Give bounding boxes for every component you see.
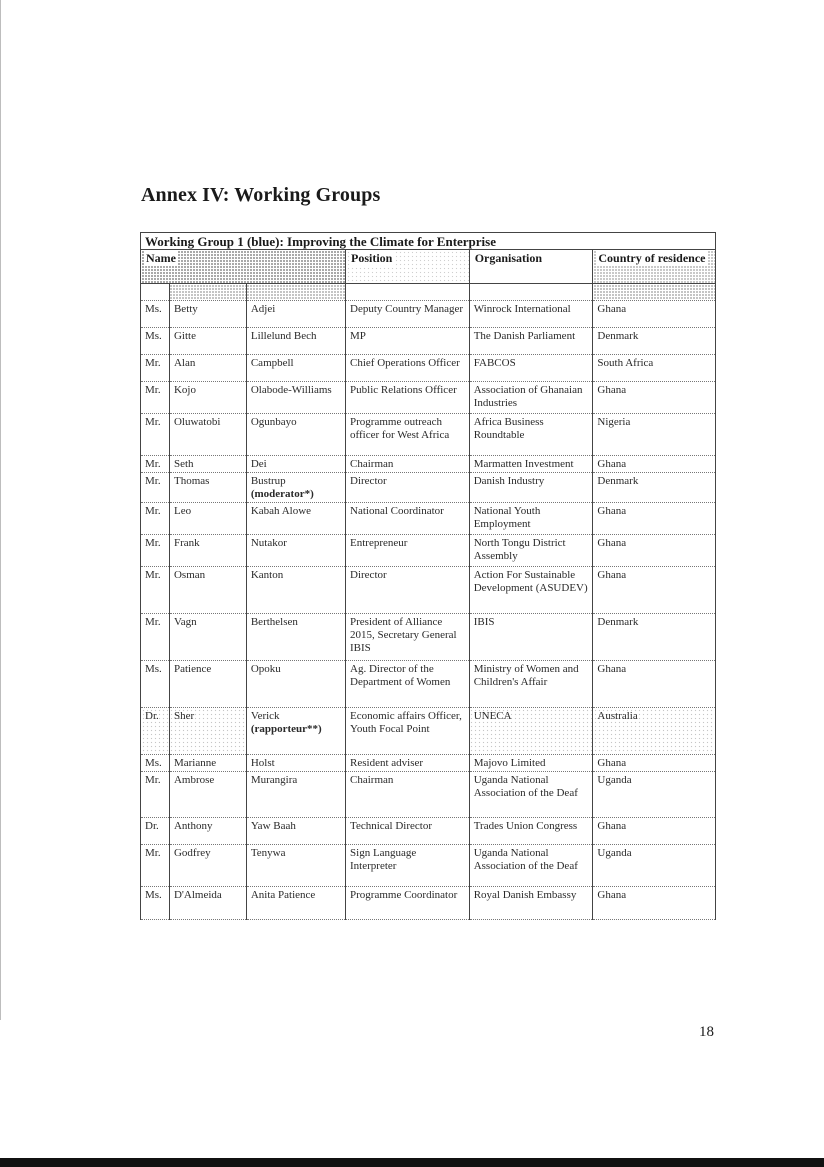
cell-first-name bbox=[169, 328, 246, 355]
cell-organisation bbox=[469, 661, 593, 708]
cell-country bbox=[593, 772, 716, 818]
role-note: (rapporteur**) bbox=[250, 723, 322, 735]
cell-last-name bbox=[246, 661, 345, 708]
cell-title bbox=[141, 772, 170, 818]
cell-last-name bbox=[246, 614, 345, 661]
cell-first-name bbox=[169, 535, 246, 567]
first-name-text: Vagn bbox=[173, 616, 197, 628]
organisation-text: Majovo Limited bbox=[473, 757, 546, 769]
page-number: 18 bbox=[699, 1024, 714, 1040]
cell-last-name bbox=[246, 456, 345, 473]
spacer-cell bbox=[169, 284, 246, 301]
last-name-text: Yaw Baah bbox=[250, 820, 296, 832]
column-header-organisation-label: Organisation bbox=[474, 251, 543, 265]
organisation-text: FABCOS bbox=[473, 357, 516, 369]
last-name-text: Verick bbox=[250, 710, 280, 722]
cell-first-name bbox=[169, 473, 246, 503]
title-text: Ms. bbox=[145, 303, 162, 315]
organisation-text: Uganda National Association of the Deaf bbox=[473, 774, 578, 799]
title-text: Mr. bbox=[145, 569, 161, 581]
table-row bbox=[141, 708, 716, 755]
title-text: Mr. bbox=[145, 384, 161, 396]
cell-title bbox=[141, 301, 170, 328]
table-row bbox=[141, 456, 716, 473]
cell-first-name bbox=[169, 414, 246, 456]
cell-organisation bbox=[469, 328, 593, 355]
organisation-text: Uganda National Association of the Deaf bbox=[473, 847, 578, 872]
spacer-cell bbox=[141, 284, 170, 301]
position-text: Resident adviser bbox=[350, 757, 424, 769]
country-text: Ghana bbox=[597, 458, 627, 470]
organisation-text: North Tongu District Assembly bbox=[473, 537, 566, 562]
position-text: Economic affairs Officer, Youth Focal Point bbox=[350, 710, 462, 735]
cell-title bbox=[141, 473, 170, 503]
first-name-text: Ambrose bbox=[173, 774, 215, 786]
column-header-position-label: Position bbox=[351, 251, 393, 265]
first-name-text: Seth bbox=[173, 458, 194, 470]
cell-country bbox=[593, 567, 716, 614]
cell-position bbox=[346, 355, 470, 382]
title-text: Mr. bbox=[145, 475, 161, 487]
cell-last-name bbox=[246, 355, 345, 382]
cell-first-name bbox=[169, 567, 246, 614]
organisation-text: IBIS bbox=[473, 616, 495, 628]
cell-position bbox=[346, 301, 470, 328]
cell-organisation bbox=[469, 456, 593, 473]
cell-position bbox=[346, 382, 470, 414]
cell-title bbox=[141, 755, 170, 772]
position-text: Public Relations Officer bbox=[350, 384, 457, 396]
cell-organisation bbox=[469, 772, 593, 818]
last-name-text: Berthelsen bbox=[250, 616, 298, 628]
first-name-text: Godfrey bbox=[173, 847, 211, 859]
cell-position bbox=[346, 845, 470, 887]
cell-country bbox=[593, 818, 716, 845]
position-text: Ag. Director of the Department of Women bbox=[350, 663, 451, 688]
cell-title bbox=[141, 614, 170, 661]
cell-organisation bbox=[469, 567, 593, 614]
position-text: Director bbox=[350, 475, 387, 487]
cell-title bbox=[141, 708, 170, 755]
first-name-text: Gitte bbox=[173, 330, 196, 342]
position-text: Programme Coordinator bbox=[350, 889, 458, 901]
cell-title bbox=[141, 382, 170, 414]
country-text: Uganda bbox=[597, 847, 632, 859]
cell-first-name bbox=[169, 301, 246, 328]
organisation-text: Danish Industry bbox=[473, 475, 545, 487]
title-text: Ms. bbox=[145, 663, 162, 675]
country-text: Ghana bbox=[597, 820, 627, 832]
working-group-table bbox=[140, 232, 716, 920]
country-text: Ghana bbox=[597, 569, 627, 581]
column-header-position bbox=[346, 250, 470, 284]
table-row bbox=[141, 328, 716, 355]
first-name-text: Alan bbox=[173, 357, 196, 369]
first-name-text: Patience bbox=[173, 663, 212, 675]
country-text: Ghana bbox=[597, 303, 627, 315]
cell-position bbox=[346, 818, 470, 845]
cell-title bbox=[141, 355, 170, 382]
title-text: Mr. bbox=[145, 847, 161, 859]
first-name-text: Thomas bbox=[173, 475, 210, 487]
organisation-text: The Danish Parliament bbox=[473, 330, 576, 342]
role-note: (moderator*) bbox=[250, 488, 314, 500]
cell-country bbox=[593, 355, 716, 382]
organisation-text: National Youth Employment bbox=[473, 505, 541, 530]
last-name-text: Adjei bbox=[250, 303, 276, 315]
cell-last-name bbox=[246, 382, 345, 414]
first-name-text: Sher bbox=[173, 710, 195, 722]
table-row bbox=[141, 772, 716, 818]
first-name-text: Kojo bbox=[173, 384, 196, 396]
cell-country bbox=[593, 301, 716, 328]
cell-country bbox=[593, 614, 716, 661]
cell-position bbox=[346, 614, 470, 661]
cell-organisation bbox=[469, 355, 593, 382]
position-text: Programme outreach officer for West Africa bbox=[350, 416, 450, 441]
title-text: Ms. bbox=[145, 757, 162, 769]
cell-title bbox=[141, 567, 170, 614]
country-text: Ghana bbox=[597, 537, 627, 549]
cell-country bbox=[593, 755, 716, 772]
table-row bbox=[141, 301, 716, 328]
cell-organisation bbox=[469, 414, 593, 456]
cell-country bbox=[593, 382, 716, 414]
last-name-text: Kabah Alowe bbox=[250, 505, 312, 517]
last-name-text: Campbell bbox=[250, 357, 294, 369]
title-text: Ms. bbox=[145, 330, 162, 342]
last-name-text: Holst bbox=[250, 757, 275, 769]
cell-organisation bbox=[469, 887, 593, 920]
table-row bbox=[141, 845, 716, 887]
title-text: Dr. bbox=[145, 820, 159, 832]
cell-title bbox=[141, 456, 170, 473]
cell-organisation bbox=[469, 708, 593, 755]
cell-title bbox=[141, 535, 170, 567]
cell-position bbox=[346, 535, 470, 567]
country-text: Uganda bbox=[597, 774, 632, 786]
table-row bbox=[141, 614, 716, 661]
spacer-cell bbox=[469, 284, 593, 301]
cell-country bbox=[593, 535, 716, 567]
spacer-cell bbox=[246, 284, 345, 301]
cell-country bbox=[593, 473, 716, 503]
cell-last-name bbox=[246, 845, 345, 887]
last-name-text: Nutakor bbox=[250, 537, 287, 549]
table-row bbox=[141, 503, 716, 535]
cell-country bbox=[593, 887, 716, 920]
organisation-text: Trades Union Congress bbox=[473, 820, 578, 832]
cell-first-name bbox=[169, 818, 246, 845]
cell-country bbox=[593, 328, 716, 355]
cell-last-name bbox=[246, 755, 345, 772]
first-name-text: Marianne bbox=[173, 757, 217, 769]
country-text: Ghana bbox=[597, 889, 627, 901]
cell-first-name bbox=[169, 708, 246, 755]
country-text: Denmark bbox=[597, 475, 639, 487]
cell-organisation bbox=[469, 614, 593, 661]
cell-title bbox=[141, 887, 170, 920]
cell-first-name bbox=[169, 456, 246, 473]
country-text: Australia bbox=[597, 710, 638, 722]
cell-last-name bbox=[246, 414, 345, 456]
title-text: Mr. bbox=[145, 357, 161, 369]
cell-last-name bbox=[246, 503, 345, 535]
table-row bbox=[141, 414, 716, 456]
cell-last-name bbox=[246, 328, 345, 355]
header-spacer-row bbox=[141, 284, 716, 301]
country-text: Ghana bbox=[597, 757, 627, 769]
last-name-text: Anita Patience bbox=[250, 889, 316, 901]
working-group-title: Working Group 1 (blue): Improving the Climate for Enterprise bbox=[141, 233, 716, 250]
organisation-text: Africa Business Roundtable bbox=[473, 416, 544, 441]
cell-position bbox=[346, 887, 470, 920]
cell-title bbox=[141, 661, 170, 708]
cell-position bbox=[346, 456, 470, 473]
cell-position bbox=[346, 661, 470, 708]
organisation-text: Association of Ghanaian Industries bbox=[473, 384, 583, 409]
cell-country bbox=[593, 845, 716, 887]
country-text: Nigeria bbox=[597, 416, 631, 428]
organisation-text: Ministry of Women and Children's Affair bbox=[473, 663, 579, 688]
spacer-cell bbox=[346, 284, 470, 301]
first-name-text: Anthony bbox=[173, 820, 213, 832]
cell-title bbox=[141, 845, 170, 887]
last-name-text: Olabode-Williams bbox=[250, 384, 332, 396]
position-text: National Coordinator bbox=[350, 505, 444, 517]
cell-title bbox=[141, 328, 170, 355]
cell-last-name bbox=[246, 301, 345, 328]
cell-first-name bbox=[169, 772, 246, 818]
position-text: MP bbox=[350, 330, 366, 342]
cell-country bbox=[593, 503, 716, 535]
country-text: Ghana bbox=[597, 663, 627, 675]
table-row bbox=[141, 661, 716, 708]
cell-country bbox=[593, 414, 716, 456]
table-row bbox=[141, 567, 716, 614]
cell-position bbox=[346, 567, 470, 614]
last-name-text: Murangira bbox=[250, 774, 298, 786]
column-header-name-label: Name bbox=[146, 251, 176, 265]
cell-last-name bbox=[246, 772, 345, 818]
last-name-text: Opoku bbox=[250, 663, 281, 675]
cell-first-name bbox=[169, 887, 246, 920]
cell-title bbox=[141, 503, 170, 535]
cell-first-name bbox=[169, 503, 246, 535]
title-text: Mr. bbox=[145, 774, 161, 786]
cell-position bbox=[346, 755, 470, 772]
cell-country bbox=[593, 708, 716, 755]
cell-organisation bbox=[469, 818, 593, 845]
cell-last-name bbox=[246, 708, 345, 755]
spacer-cell bbox=[593, 284, 716, 301]
cell-position bbox=[346, 503, 470, 535]
cell-title bbox=[141, 414, 170, 456]
position-text: Chairman bbox=[350, 774, 394, 786]
position-text: Technical Director bbox=[350, 820, 433, 832]
last-name-text: Lillelund Bech bbox=[250, 330, 317, 342]
first-name-text: Oluwatobi bbox=[173, 416, 221, 428]
organisation-text: UNECA bbox=[473, 710, 512, 722]
last-name-text: Kanton bbox=[250, 569, 284, 581]
country-text: Ghana bbox=[597, 505, 627, 517]
cell-position bbox=[346, 772, 470, 818]
country-text: Ghana bbox=[597, 384, 627, 396]
cell-position bbox=[346, 708, 470, 755]
column-header-name bbox=[141, 250, 346, 284]
scan-bottom-edge bbox=[0, 1158, 824, 1167]
title-text: Mr. bbox=[145, 505, 161, 517]
cell-organisation bbox=[469, 535, 593, 567]
column-header-country bbox=[593, 250, 716, 284]
cell-first-name bbox=[169, 614, 246, 661]
column-header-country-label: Country of residence bbox=[598, 251, 706, 265]
cell-organisation bbox=[469, 301, 593, 328]
position-text: Deputy Country Manager bbox=[350, 303, 464, 315]
table-row bbox=[141, 473, 716, 503]
cell-organisation bbox=[469, 473, 593, 503]
cell-organisation bbox=[469, 503, 593, 535]
page-title: Annex IV: Working Groups bbox=[141, 184, 381, 206]
cell-organisation bbox=[469, 382, 593, 414]
cell-first-name bbox=[169, 755, 246, 772]
table-row bbox=[141, 535, 716, 567]
title-text: Mr. bbox=[145, 458, 161, 470]
last-name-text: Ogunbayo bbox=[250, 416, 297, 428]
title-text: Mr. bbox=[145, 616, 161, 628]
position-text: Sign Language Interpreter bbox=[350, 847, 417, 872]
cell-organisation bbox=[469, 845, 593, 887]
cell-last-name bbox=[246, 473, 345, 503]
cell-country bbox=[593, 456, 716, 473]
cell-position bbox=[346, 414, 470, 456]
organisation-text: Action For Sustainable Development (ASUDEV) bbox=[473, 569, 588, 594]
position-text: President of Alliance 2015, Secretary General IBIS bbox=[350, 616, 457, 654]
country-text: South Africa bbox=[597, 357, 654, 369]
organisation-text: Royal Danish Embassy bbox=[473, 889, 577, 901]
first-name-text: Osman bbox=[173, 569, 206, 581]
cell-last-name bbox=[246, 818, 345, 845]
table-row bbox=[141, 887, 716, 920]
title-text: Mr. bbox=[145, 537, 161, 549]
first-name-text: Frank bbox=[173, 537, 200, 549]
title-text: Ms. bbox=[145, 889, 162, 901]
page-left-edge bbox=[0, 0, 1, 1020]
cell-first-name bbox=[169, 845, 246, 887]
organisation-text: Winrock International bbox=[473, 303, 571, 315]
position-text: Chief Operations Officer bbox=[350, 357, 460, 369]
country-text: Denmark bbox=[597, 330, 639, 342]
organisation-text: Marmatten Investment bbox=[473, 458, 574, 470]
cell-last-name bbox=[246, 887, 345, 920]
position-text: Director bbox=[350, 569, 387, 581]
first-name-text: Leo bbox=[173, 505, 192, 517]
first-name-text: Betty bbox=[173, 303, 198, 315]
cell-last-name bbox=[246, 535, 345, 567]
last-name-text: Bustrup bbox=[250, 475, 286, 487]
cell-organisation bbox=[469, 755, 593, 772]
position-text: Entrepreneur bbox=[350, 537, 408, 549]
table-row bbox=[141, 755, 716, 772]
title-text: Mr. bbox=[145, 416, 161, 428]
position-text: Chairman bbox=[350, 458, 394, 470]
last-name-text: Dei bbox=[250, 458, 267, 470]
cell-position bbox=[346, 328, 470, 355]
title-text: Dr. bbox=[145, 710, 159, 722]
cell-last-name bbox=[246, 567, 345, 614]
cell-title bbox=[141, 818, 170, 845]
table-row bbox=[141, 382, 716, 414]
cell-position bbox=[346, 473, 470, 503]
column-header-organisation bbox=[469, 250, 593, 284]
cell-first-name bbox=[169, 382, 246, 414]
last-name-text: Tenywa bbox=[250, 847, 286, 859]
country-text: Denmark bbox=[597, 616, 639, 628]
cell-first-name bbox=[169, 355, 246, 382]
table-row bbox=[141, 355, 716, 382]
cell-first-name bbox=[169, 661, 246, 708]
cell-country bbox=[593, 661, 716, 708]
table-row bbox=[141, 818, 716, 845]
first-name-text: D'Almeida bbox=[173, 889, 222, 901]
